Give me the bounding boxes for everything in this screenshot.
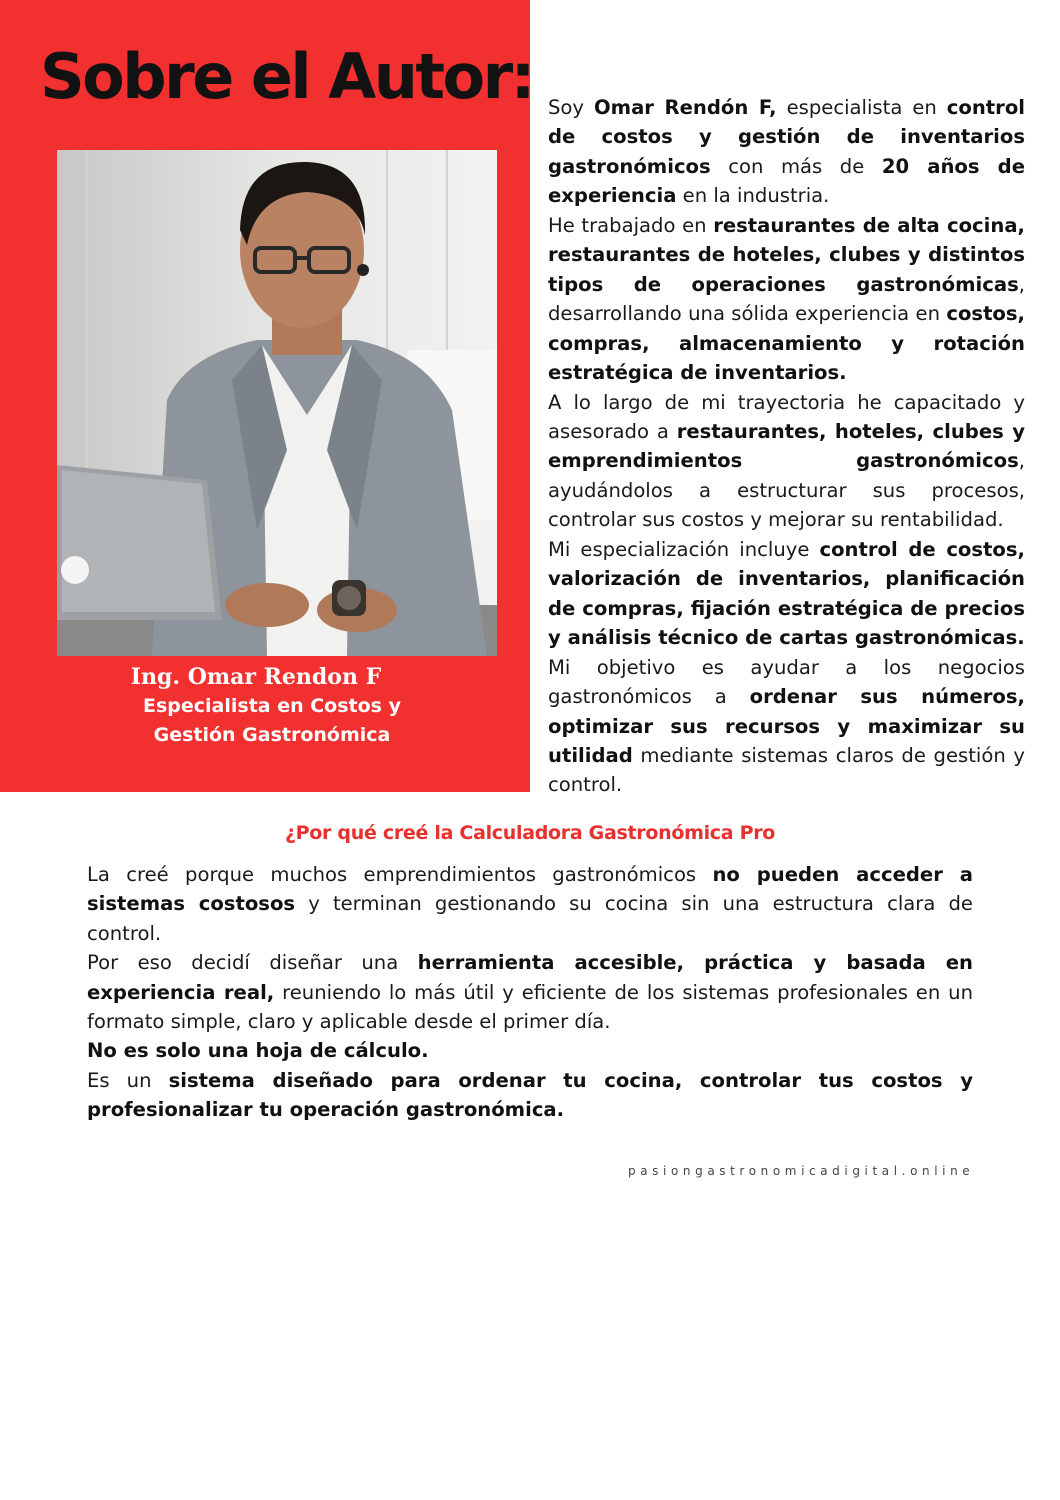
text-run: y terminan gestionando su cocina sin una estructura clara de control. [87, 892, 973, 945]
why-paragraph [87, 1066, 973, 1125]
text-run: , desarrollando una sólida experiencia en [548, 272, 1025, 326]
bold-text: restaurantes, hoteles, clubes y emprendimientos gastronómicos [548, 419, 1025, 473]
footer-url: pasiongastronomicadigital.online [628, 1164, 975, 1178]
bold-text: ordenar sus números, optimizar sus recursos y maximizar su utilidad [548, 685, 1025, 767]
text-run: con más de [710, 154, 882, 178]
section-heading: ¿Por qué creé la Calculadora Gastronómica Pro [284, 822, 776, 844]
text-run: A lo largo de mi trayectoria he capacitado y asesorado a [548, 390, 1025, 443]
caption-role-line1: Especialista en Costos y [142, 695, 401, 717]
caption-name: Ing. Omar Rendon F [130, 664, 382, 690]
text-run: Mi especialización incluye [548, 537, 820, 561]
photo-caption [92, 662, 452, 750]
why-section [87, 860, 973, 1125]
text-run: , ayudándolos a estructurar sus procesos, controlar sus costos y mejorar su rentabilidad. [548, 449, 1025, 532]
text-run: mediante sistemas claros de gestión y control. [548, 743, 1025, 797]
bold-text: control de costos, valorización de inventarios, planificación de compras, fijación estratégica de precios y análisis técnico de cartas gastronómicas. [548, 537, 1025, 650]
bold-text: Omar Rendón F, [594, 96, 777, 119]
bio-paragraph [548, 388, 1025, 535]
why-paragraph [87, 1036, 973, 1065]
bio-paragraph [548, 653, 1025, 800]
bold-text: herramienta accesible, práctica y basada en experiencia real, [87, 951, 973, 1004]
bold-text: restaurantes de alta cocina, restaurantes de hoteles, clubes y distintos tipos de operaciones gastronómicas [548, 213, 1025, 296]
author-photo [57, 150, 497, 656]
text-run: Por eso decidí diseñar una [87, 951, 418, 975]
bold-text: control de costos y gestión de inventarios gastronómicos [548, 96, 1026, 178]
why-paragraph [87, 948, 973, 1036]
bold-text: sistema diseñado para ordenar tu cocina, controlar tus costos y profesionalizar tu operación gastronómica. [87, 1068, 973, 1122]
why-paragraph [87, 860, 973, 948]
text-run: especialista en [776, 96, 947, 119]
bold-text: no pueden acceder a sistemas costosos [87, 863, 973, 916]
text-run: reuniendo lo más útil y eficiente de los sistemas profesionales en un formato simple, claro y aplicable desde el primer día. [87, 980, 973, 1034]
text-run: en la industria. [676, 184, 830, 208]
caption-role-line2: Gestión Gastronómica [153, 724, 391, 746]
bold-text: 20 años de experiencia [548, 154, 1025, 208]
bio-paragraph [548, 93, 1025, 211]
text-run: Soy [548, 96, 595, 119]
bold-text: costos, compras, almacenamiento y rotación estratégica de inventarios. [548, 302, 1025, 385]
text-run: He trabajado en [548, 213, 714, 237]
text-run: Mi objetivo es ayudar a los negocios gastronómicos a [548, 655, 1025, 709]
bio-paragraph [548, 535, 1025, 653]
bio-paragraph [548, 211, 1025, 388]
text-run: La creé porque muchos emprendimientos gastronómicos [87, 863, 713, 886]
text-run: Es un [87, 1068, 169, 1092]
author-bio [548, 93, 1025, 800]
page-title: Sobre el Autor: [40, 40, 533, 113]
bold-text: No es solo una hoja de cálculo. [87, 1039, 429, 1063]
